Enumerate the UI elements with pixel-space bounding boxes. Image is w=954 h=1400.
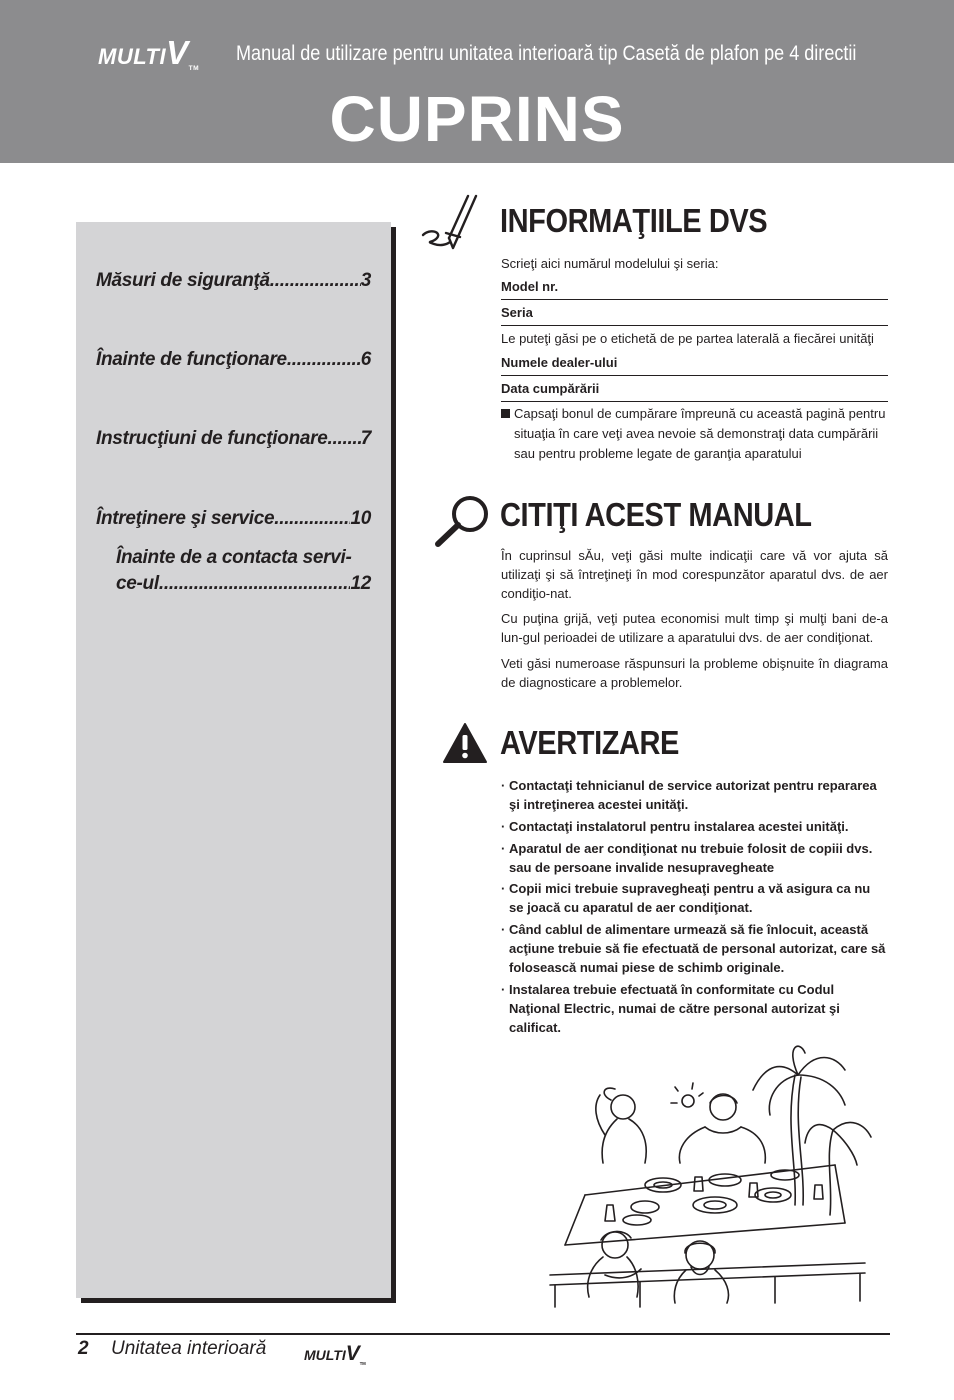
toc-item-before-operation[interactable]: Înainte de funcţionare ..... 6: [96, 349, 371, 371]
staple-receipt-note: Capsaţi bonul de cumpărare împreună cu această pagină pentru situaţia în care veţi avea nevoie să demonstraţi data cumpărării sau pentru probleme legate de garanţia aparatului: [501, 404, 888, 464]
toc-item-operating-instructions[interactable]: Instrucţiuni de funcţionare ..... 7: [96, 428, 371, 450]
toc-leader: [274, 508, 350, 530]
footer-multi-v-logo: MULTIVTM: [304, 1342, 366, 1366]
read-manual-paragraph-3: Veti găsi numeroase răspunsuri la probleme obişnuite în diagrama de diagnosticare a problemelor.: [501, 656, 888, 690]
warning-item: · Când cablul de alimentare urmează să fie înlocuit, această acţiune trebuie să fie efectuată de personal autorizat, care să folosească numai piese de schimb originale.: [501, 922, 886, 975]
square-bullet-icon: [501, 409, 510, 418]
serial-location-note: Le puteţi găsi pe o etichetă de pe partea laterală a fiecărei unităţi: [501, 331, 874, 346]
warning-item: · Instalarea trebuie efectuată în conformitate cu Codul Naţional Electric, numai de către personal autorizat şi calificat.: [501, 982, 840, 1035]
toc-item-safety[interactable]: Măsuri de siguranţă ..... 3: [96, 270, 371, 292]
info-section-title: INFORMAŢIILE DVS: [500, 202, 768, 239]
toc-leader: [328, 428, 361, 450]
page-number: 2: [78, 1338, 89, 1359]
dealer-name-field: Numele dealer-ului: [501, 355, 888, 376]
warning-item: · Contactaţi instalatorul pentru instalarea acestei unităţi.: [501, 819, 849, 834]
info-intro: Scrieţi aici numărul modelului şi seria:: [501, 256, 719, 271]
read-manual-paragraph-2: Cu puţina grijă, veţi putea economisi mult timp şi mulţi bani de-a lun-gul perioadei de utilizare a aparatului dvs. de aer condiţionat.: [501, 611, 888, 645]
model-number-field: Model nr.: [501, 279, 888, 300]
warning-item: · Contactaţi tehnicianul de service autorizat pentru repararea şi intreţinerea acestei unităţi.: [501, 778, 877, 812]
toc-leader: [270, 270, 361, 292]
footer-rule: [76, 1333, 890, 1335]
warning-triangle-icon: [442, 722, 488, 764]
read-manual-section-title: CITIŢI ACEST MANUAL: [500, 496, 812, 533]
purchase-date-field: Data cumpărării: [501, 381, 888, 402]
toc-item-maintenance[interactable]: Întreţinere şi service ..... 10: [96, 508, 371, 530]
pen-icon: [420, 190, 492, 254]
warning-item: · Copii mici trebuie supravegheaţi pentru a vă asigura ca nu se joacă cu aparatul de aer condiţionat.: [501, 881, 871, 915]
serial-field: Seria: [501, 305, 888, 326]
toc-leader: [287, 349, 361, 371]
page-title: CUPRINS: [329, 83, 625, 155]
toc-leader: [159, 571, 351, 597]
multi-v-logo: MULTIVTM: [98, 34, 200, 72]
toc-panel: [76, 222, 391, 1298]
family-picnic-illustration: [545, 1045, 875, 1310]
header-banner: [0, 0, 954, 163]
magnifying-glass-icon: [432, 494, 494, 550]
manual-subtitle: Manual de utilizare pentru unitatea interioară tip Casetă de plafon pe 4 directii: [236, 42, 857, 65]
toc-item-before-service-call[interactable]: Înainte de a contacta servi- ce-ul ..... 12: [116, 545, 371, 597]
warning-item: · Aparatul de aer condiţionat nu trebuie folosit de copiii dvs. sau de persoane invalide nesupravegheate: [501, 841, 873, 875]
read-manual-paragraph-1: În cuprinsul sĂu, veţi găsi multe indicaţii care vă vor ajuta să utilizaţi şi să întreţineţi în mod corespunzător aparatul dvs. de aer condiţio-nat.: [501, 548, 888, 601]
footer-title: Unitatea interioară: [111, 1338, 267, 1359]
warning-section-title: AVERTIZARE: [500, 724, 679, 761]
